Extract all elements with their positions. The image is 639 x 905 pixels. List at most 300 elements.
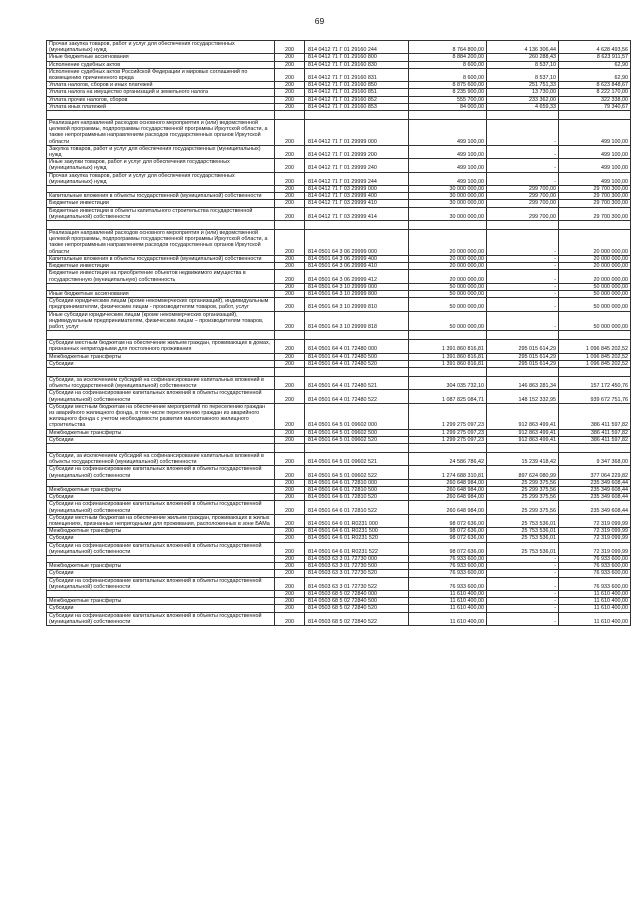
budget-classification-code-cell: 814 0501 64 3 10 29999 818	[305, 311, 409, 331]
table-row	[47, 514, 631, 527]
executed-amount-cell: 295 015 614,29	[487, 340, 559, 353]
expense-name-cell: Межбюджетные трансферты	[47, 528, 275, 535]
budget-classification-code-cell: 814 0412 71 Г 01 29160 851	[305, 89, 409, 96]
unexecuted-amount-cell: 76 933 600,00	[559, 563, 631, 570]
executed-amount-cell: 4 136 306,44	[487, 41, 559, 54]
executed-amount-cell: 25 753 536,01	[487, 528, 559, 535]
table-row	[47, 340, 631, 353]
approved-amount-cell: 50 000 000,00	[409, 283, 487, 290]
line-code-cell: 200	[275, 514, 305, 527]
unexecuted-amount-cell: 11 610 400,00	[559, 605, 631, 612]
line-code-cell: 200	[275, 311, 305, 331]
executed-amount-cell: -	[487, 255, 559, 262]
approved-amount-cell: 1 391 860 816,81	[409, 360, 487, 367]
budget-classification-code-cell: 814 0412 71 Г 03 29999 000	[305, 186, 409, 193]
budget-classification-code-cell: 814 0412 71 Г 01 29160 850	[305, 82, 409, 89]
expense-name-cell: Межбюджетные трансферты	[47, 598, 275, 605]
expense-name-cell: Субсидии местным бюджетам на обеспечение мероприятий по переселению граждан из аварийного жилищного фонда, в том числе переселению граждан из аварийного жилищного фонда с учетом необходимости развития малоэтажного жилищного строительства	[47, 403, 275, 429]
approved-amount-cell: 260 648 984,00	[409, 494, 487, 501]
expense-name-cell: Субсидии на софинансирование капитальных вложений в объекты государственной (муниципальной) собственности	[47, 390, 275, 403]
expense-name-cell: Субсидии на софинансирование капитальных вложений в объекты государственной (муниципальной) собственности	[47, 577, 275, 590]
executed-amount-cell	[487, 111, 559, 120]
budget-classification-code-cell: 814 0501 64 6 01 R0231 500	[305, 528, 409, 535]
line-code-cell: 200	[275, 193, 305, 200]
table-row	[47, 436, 631, 443]
executed-amount-cell: 25 753 536,01	[487, 542, 559, 555]
approved-amount-cell	[409, 367, 487, 376]
line-code-cell: 200	[275, 501, 305, 514]
line-code-cell: 200	[275, 298, 305, 311]
table-row	[47, 82, 631, 89]
approved-amount-cell: 30 000 000,00	[409, 186, 487, 193]
unexecuted-amount-cell: 235 349 608,44	[559, 501, 631, 514]
budget-classification-code-cell: 814 0412 71 Г 03 29999 414	[305, 207, 409, 220]
unexecuted-amount-cell: 235 349 608,44	[559, 494, 631, 501]
approved-amount-cell: 30 000 000,00	[409, 200, 487, 207]
executed-amount-cell: 295 015 614,29	[487, 353, 559, 360]
line-code-cell: 200	[275, 542, 305, 555]
line-code-cell: 200	[275, 452, 305, 465]
expense-name-cell: Межбюджетные трансферты	[47, 353, 275, 360]
expense-name-cell: Субсидии	[47, 360, 275, 367]
executed-amount-cell: 299 700,00	[487, 186, 559, 193]
expense-name-cell: Субсидии на софинансирование капитальных вложений в объекты государственной (муниципальной) собственности	[47, 612, 275, 625]
executed-amount-cell: 233 362,00	[487, 96, 559, 103]
table-row	[47, 466, 631, 479]
line-code-cell: 200	[275, 528, 305, 535]
table-row	[47, 570, 631, 577]
table-row	[47, 193, 631, 200]
expense-name-cell: Капитальные вложения в объекты государственной (муниципальной) собственности	[47, 193, 275, 200]
approved-amount-cell: 30 000 000,00	[409, 207, 487, 220]
approved-amount-cell: 260 648 984,00	[409, 486, 487, 493]
line-code-cell: 200	[275, 360, 305, 367]
table-row	[47, 479, 631, 486]
unexecuted-amount-cell: 322 338,00	[559, 96, 631, 103]
line-code-cell: 200	[275, 283, 305, 290]
approved-amount-cell: 8 235 900,00	[409, 89, 487, 96]
expense-name-cell	[47, 443, 275, 452]
budget-classification-code-cell: 814 0501 64 5 01 09602 000	[305, 403, 409, 429]
line-code-cell: 200	[275, 200, 305, 207]
approved-amount-cell: 1 299 275 097,23	[409, 429, 487, 436]
unexecuted-amount-cell: 939 672 751,76	[559, 390, 631, 403]
line-code-cell: 200	[275, 186, 305, 193]
unexecuted-amount-cell: 4 628 493,56	[559, 41, 631, 54]
table-row	[47, 376, 631, 389]
executed-amount-cell: 912 863 499,41	[487, 436, 559, 443]
approved-amount-cell: 76 933 600,00	[409, 577, 487, 590]
line-code-cell: 200	[275, 376, 305, 389]
expense-name-cell: Субсидии на софинансирование капитальных вложений в объекты государственной (муниципальной) собственности	[47, 501, 275, 514]
unexecuted-amount-cell: 377 064 229,82	[559, 466, 631, 479]
table-row	[47, 270, 631, 283]
budget-classification-code-cell	[305, 443, 409, 452]
executed-amount-cell: 912 863 499,41	[487, 403, 559, 429]
executed-amount-cell: -	[487, 311, 559, 331]
approved-amount-cell: 50 000 000,00	[409, 290, 487, 297]
executed-amount-cell: 251 751,33	[487, 82, 559, 89]
executed-amount-cell: 4 659,33	[487, 103, 559, 110]
executed-amount-cell: 25 299 375,56	[487, 486, 559, 493]
unexecuted-amount-cell: 20 000 000,00	[559, 263, 631, 270]
expense-name-cell: Субсидии, за исключением субсидий на софинансирование капитальных вложений в объекты государственной (муниципальной) собственности	[47, 376, 275, 389]
budget-classification-code-cell: 814 0501 64 4 01 72480 520	[305, 360, 409, 367]
budget-classification-code-cell: 814 0503 63 3 01 72730 520	[305, 570, 409, 577]
approved-amount-cell	[409, 221, 487, 230]
executed-amount-cell: 13 730,00	[487, 89, 559, 96]
approved-amount-cell: 499 100,00	[409, 145, 487, 158]
executed-amount-cell: -	[487, 570, 559, 577]
table-row	[47, 41, 631, 54]
expense-name-cell: Субсидии	[47, 494, 275, 501]
table-row	[47, 120, 631, 146]
table-row	[47, 89, 631, 96]
table-row	[47, 535, 631, 542]
unexecuted-amount-cell: 72 319 099,99	[559, 542, 631, 555]
line-code-cell: 200	[275, 120, 305, 146]
budget-classification-code-cell: 814 0412 71 Г 01 29160 830	[305, 61, 409, 68]
budget-classification-code-cell: 814 0503 63 3 01 72730 000	[305, 556, 409, 563]
table-row	[47, 443, 631, 452]
line-code-cell: 200	[275, 54, 305, 61]
unexecuted-amount-cell	[559, 367, 631, 376]
line-code-cell: 200	[275, 145, 305, 158]
unexecuted-amount-cell: 8 623 848,67	[559, 82, 631, 89]
unexecuted-amount-cell: 8 623 911,57	[559, 54, 631, 61]
approved-amount-cell: 20 000 000,00	[409, 230, 487, 256]
approved-amount-cell: 499 100,00	[409, 120, 487, 146]
line-code-cell: 200	[275, 570, 305, 577]
executed-amount-cell: 260 288,43	[487, 54, 559, 61]
expense-name-cell: Реализация направлений расходов основного мероприятия и (или) ведомственной целевой программы, подпрограммы государственной программы Иркутской области, а также непрограммным направлениям расходов государственных органов Иркутской области	[47, 230, 275, 256]
table-row	[47, 298, 631, 311]
table-row	[47, 542, 631, 555]
executed-amount-cell: 8 537,10	[487, 61, 559, 68]
executed-amount-cell: -	[487, 577, 559, 590]
approved-amount-cell: 11 610 400,00	[409, 598, 487, 605]
approved-amount-cell: 8 884 200,00	[409, 54, 487, 61]
approved-amount-cell: 76 933 600,00	[409, 563, 487, 570]
line-code-cell: 200	[275, 68, 305, 81]
executed-amount-cell: 8 537,10	[487, 68, 559, 81]
table-row	[47, 360, 631, 367]
approved-amount-cell: 50 000 000,00	[409, 298, 487, 311]
unexecuted-amount-cell	[559, 331, 631, 340]
executed-amount-cell	[487, 221, 559, 230]
line-code-cell: 200	[275, 263, 305, 270]
approved-amount-cell: 260 648 984,00	[409, 501, 487, 514]
expense-name-cell: Субсидии	[47, 605, 275, 612]
expense-name-cell: Иные закупки товаров, работ и услуг для обеспечения государственных (муниципальных) нужд	[47, 159, 275, 172]
executed-amount-cell: 912 863 499,41	[487, 429, 559, 436]
unexecuted-amount-cell: 72 319 099,99	[559, 535, 631, 542]
table-row	[47, 605, 631, 612]
executed-amount-cell: -	[487, 591, 559, 598]
line-code-cell: 200	[275, 353, 305, 360]
budget-classification-code-cell: 814 0501 64 3 06 29999 412	[305, 270, 409, 283]
unexecuted-amount-cell: 72 319 099,99	[559, 514, 631, 527]
table-row	[47, 353, 631, 360]
executed-amount-cell: 25 753 536,01	[487, 535, 559, 542]
approved-amount-cell: 1 299 275 097,23	[409, 403, 487, 429]
approved-amount-cell: 98 072 636,00	[409, 542, 487, 555]
line-code-cell: 200	[275, 230, 305, 256]
budget-classification-code-cell: 814 0412 71 Г 01 29160 831	[305, 68, 409, 81]
budget-classification-code-cell: 814 0501 64 3 06 29999 000	[305, 230, 409, 256]
expense-name-cell: Субсидии	[47, 436, 275, 443]
approved-amount-cell: 76 933 600,00	[409, 556, 487, 563]
expense-name-cell: Капитальные вложения в объекты государственной (муниципальной) собственности	[47, 255, 275, 262]
unexecuted-amount-cell: 20 000 000,00	[559, 255, 631, 262]
table-row	[47, 591, 631, 598]
expense-name-cell	[47, 283, 275, 290]
budget-classification-code-cell: 814 0503 68 5 02 72840 000	[305, 591, 409, 598]
executed-amount-cell: -	[487, 598, 559, 605]
budget-classification-code-cell: 814 0501 64 3 10 29999 800	[305, 290, 409, 297]
budget-classification-code-cell: 814 0503 63 3 01 72730 500	[305, 563, 409, 570]
line-code-cell: 200	[275, 159, 305, 172]
expense-name-cell	[47, 331, 275, 340]
approved-amount-cell: 499 100,00	[409, 172, 487, 185]
table-row	[47, 367, 631, 376]
unexecuted-amount-cell: 235 349 608,44	[559, 486, 631, 493]
budget-classification-code-cell: 814 0412 71 Г 03 29999 410	[305, 200, 409, 207]
line-code-cell: 200	[275, 591, 305, 598]
executed-amount-cell: -	[487, 283, 559, 290]
unexecuted-amount-cell: 76 933 600,00	[559, 570, 631, 577]
unexecuted-amount-cell: 11 610 400,00	[559, 598, 631, 605]
approved-amount-cell: 98 072 636,00	[409, 514, 487, 527]
unexecuted-amount-cell: 1 096 845 202,52	[559, 360, 631, 367]
approved-amount-cell: 30 000 000,00	[409, 193, 487, 200]
expense-name-cell: Бюджетные инвестиции	[47, 263, 275, 270]
approved-amount-cell: 8 600,00	[409, 68, 487, 81]
expense-name-cell: Бюджетные инвестиции на приобретение объектов недвижимого имущества в государственную (муниципальную) собственность	[47, 270, 275, 283]
budget-classification-code-cell: 814 0501 64 6 01 R0231 522	[305, 542, 409, 555]
table-row	[47, 96, 631, 103]
executed-amount-cell: -	[487, 230, 559, 256]
line-code-cell	[275, 367, 305, 376]
expense-name-cell	[47, 111, 275, 120]
line-code-cell	[275, 331, 305, 340]
unexecuted-amount-cell: 50 000 000,00	[559, 290, 631, 297]
budget-classification-code-cell: 814 0412 71 Г 01 29999 240	[305, 159, 409, 172]
approved-amount-cell	[409, 331, 487, 340]
approved-amount-cell: 1 299 275 097,23	[409, 436, 487, 443]
executed-amount-cell: 897 624 080,99	[487, 466, 559, 479]
executed-amount-cell: -	[487, 556, 559, 563]
line-code-cell: 200	[275, 612, 305, 625]
approved-amount-cell: 84 000,00	[409, 103, 487, 110]
unexecuted-amount-cell: 499 100,00	[559, 120, 631, 146]
unexecuted-amount-cell: 157 172 450,76	[559, 376, 631, 389]
executed-amount-cell	[487, 367, 559, 376]
unexecuted-amount-cell: 1 096 845 202,52	[559, 340, 631, 353]
budget-classification-code-cell	[305, 367, 409, 376]
approved-amount-cell: 1 087 825 084,71	[409, 390, 487, 403]
budget-classification-code-cell: 814 0503 68 5 02 72840 500	[305, 598, 409, 605]
executed-amount-cell: -	[487, 290, 559, 297]
approved-amount-cell: 8 764 800,00	[409, 41, 487, 54]
budget-classification-code-cell: 814 0501 64 3 06 29999 400	[305, 255, 409, 262]
budget-execution-table	[46, 40, 631, 626]
budget-classification-code-cell: 814 0501 64 6 01 72810 500	[305, 486, 409, 493]
unexecuted-amount-cell: 9 347 368,00	[559, 452, 631, 465]
approved-amount-cell: 8 875 600,00	[409, 82, 487, 89]
expense-name-cell: Уплата налога на имущество организаций и земельного налога	[47, 89, 275, 96]
line-code-cell: 200	[275, 172, 305, 185]
approved-amount-cell: 304 035 732,10	[409, 376, 487, 389]
unexecuted-amount-cell: 29 700 300,00	[559, 207, 631, 220]
table-row	[47, 186, 631, 193]
approved-amount-cell: 76 933 600,00	[409, 570, 487, 577]
budget-classification-code-cell: 814 0501 64 5 01 09602 500	[305, 429, 409, 436]
approved-amount-cell: 8 600,00	[409, 61, 487, 68]
unexecuted-amount-cell: 11 610 400,00	[559, 612, 631, 625]
budget-classification-code-cell: 814 0501 64 3 10 29999 810	[305, 298, 409, 311]
table-row	[47, 200, 631, 207]
approved-amount-cell: 1 274 688 310,81	[409, 466, 487, 479]
unexecuted-amount-cell	[559, 111, 631, 120]
line-code-cell	[275, 111, 305, 120]
budget-classification-code-cell	[305, 111, 409, 120]
line-code-cell: 200	[275, 494, 305, 501]
table-row	[47, 429, 631, 436]
unexecuted-amount-cell: 29 700 300,00	[559, 200, 631, 207]
expense-name-cell: Межбюджетные трансферты	[47, 486, 275, 493]
table-row	[47, 501, 631, 514]
table-row	[47, 331, 631, 340]
unexecuted-amount-cell: 76 933 600,00	[559, 556, 631, 563]
unexecuted-amount-cell: 20 000 000,00	[559, 270, 631, 283]
executed-amount-cell	[487, 331, 559, 340]
budget-classification-code-cell	[305, 221, 409, 230]
budget-classification-code-cell: 814 0501 64 3 10 29999 000	[305, 283, 409, 290]
table-row	[47, 103, 631, 110]
table-row	[47, 452, 631, 465]
executed-amount-cell: 148 152 332,95	[487, 390, 559, 403]
table-body	[47, 41, 631, 626]
unexecuted-amount-cell: 29 700 300,00	[559, 193, 631, 200]
budget-classification-code-cell: 814 0412 71 Г 01 29999 244	[305, 172, 409, 185]
budget-classification-code-cell: 814 0412 71 Г 01 29160 853	[305, 103, 409, 110]
executed-amount-cell: 146 863 281,34	[487, 376, 559, 389]
executed-amount-cell: 299 700,00	[487, 207, 559, 220]
expense-name-cell: Субсидии, за исключением субсидий на софинансирование капитальных вложений в объекты государственной (муниципальной) собственности	[47, 452, 275, 465]
budget-classification-code-cell: 814 0501 64 6 01 72810 522	[305, 501, 409, 514]
executed-amount-cell: 15 239 418,42	[487, 452, 559, 465]
table-row	[47, 172, 631, 185]
table-row	[47, 283, 631, 290]
line-code-cell: 200	[275, 207, 305, 220]
line-code-cell: 200	[275, 563, 305, 570]
expense-name-cell: Субсидии	[47, 535, 275, 542]
executed-amount-cell: -	[487, 159, 559, 172]
approved-amount-cell: 20 000 000,00	[409, 255, 487, 262]
budget-classification-code-cell: 814 0501 64 5 01 09602 522	[305, 466, 409, 479]
line-code-cell: 200	[275, 556, 305, 563]
expense-name-cell: Прочая закупка товаров, работ и услуг для обеспечения государственных (муниципальных) нужд	[47, 172, 275, 185]
table-row	[47, 494, 631, 501]
table-row	[47, 221, 631, 230]
table-row	[47, 230, 631, 256]
expense-name-cell: Закупка товаров, работ и услуг для обеспечения государственных (муниципальных) нужд	[47, 145, 275, 158]
budget-classification-code-cell: 814 0412 71 Г 01 29160 244	[305, 41, 409, 54]
line-code-cell: 200	[275, 82, 305, 89]
budget-classification-code-cell: 814 0501 64 6 01 72810 000	[305, 479, 409, 486]
expense-name-cell: Уплата иных платежей	[47, 103, 275, 110]
expense-name-cell: Исполнение судебных актов	[47, 61, 275, 68]
expense-name-cell: Прочая закупка товаров, работ и услуг для обеспечения государственных (муниципальных) нужд	[47, 41, 275, 54]
executed-amount-cell: -	[487, 612, 559, 625]
approved-amount-cell: 11 610 400,00	[409, 591, 487, 598]
expense-name-cell: Субсидии местным бюджетам на обеспечение жильем граждан, проживающих в жилых помещениях, признанных непригодными для проживания, расположенных в зоне БАМа	[47, 514, 275, 527]
expense-name-cell	[47, 479, 275, 486]
line-code-cell: 200	[275, 41, 305, 54]
expense-name-cell	[47, 186, 275, 193]
executed-amount-cell: -	[487, 270, 559, 283]
table-row	[47, 207, 631, 220]
expense-name-cell: Межбюджетные трансферты	[47, 563, 275, 570]
budget-classification-code-cell: 814 0503 68 5 02 72840 522	[305, 612, 409, 625]
line-code-cell: 200	[275, 535, 305, 542]
approved-amount-cell	[409, 443, 487, 452]
approved-amount-cell: 50 000 000,00	[409, 311, 487, 331]
expense-name-cell: Бюджетные инвестиции в объекты капитального строительства государственной (муниципальной) собственности	[47, 207, 275, 220]
unexecuted-amount-cell: 29 700 300,00	[559, 186, 631, 193]
budget-classification-code-cell: 814 0501 64 4 01 72480 500	[305, 353, 409, 360]
unexecuted-amount-cell: 20 000 000,00	[559, 230, 631, 256]
executed-amount-cell: -	[487, 172, 559, 185]
unexecuted-amount-cell: 50 000 000,00	[559, 298, 631, 311]
table-row	[47, 263, 631, 270]
executed-amount-cell	[487, 443, 559, 452]
expense-name-cell: Субсидии местным бюджетам на обеспечение жильем граждан, проживающих в домах, признанных непригодными для постоянного проживания	[47, 340, 275, 353]
budget-classification-code-cell	[305, 331, 409, 340]
table-row	[47, 311, 631, 331]
unexecuted-amount-cell: 62,90	[559, 68, 631, 81]
line-code-cell: 200	[275, 255, 305, 262]
table-row	[47, 290, 631, 297]
budget-classification-code-cell: 814 0501 64 4 01 72480 000	[305, 340, 409, 353]
approved-amount-cell: 1 391 860 816,81	[409, 340, 487, 353]
expense-name-cell: Иные бюджетные ассигнования	[47, 290, 275, 297]
approved-amount-cell: 260 648 984,00	[409, 479, 487, 486]
executed-amount-cell: 25 299 375,56	[487, 494, 559, 501]
unexecuted-amount-cell: 1 096 845 202,52	[559, 353, 631, 360]
approved-amount-cell: 11 610 400,00	[409, 612, 487, 625]
expense-name-cell: Уплата прочих налогов, сборов	[47, 96, 275, 103]
line-code-cell: 200	[275, 436, 305, 443]
line-code-cell: 200	[275, 96, 305, 103]
table-row	[47, 556, 631, 563]
unexecuted-amount-cell	[559, 443, 631, 452]
page-number: 69	[314, 16, 325, 26]
executed-amount-cell: 25 299 375,56	[487, 479, 559, 486]
executed-amount-cell: -	[487, 298, 559, 311]
approved-amount-cell: 1 391 860 816,81	[409, 353, 487, 360]
line-code-cell: 200	[275, 61, 305, 68]
expense-name-cell: Иные бюджетные ассигнования	[47, 54, 275, 61]
approved-amount-cell	[409, 111, 487, 120]
budget-classification-code-cell: 814 0503 68 5 02 72840 520	[305, 605, 409, 612]
table-row	[47, 403, 631, 429]
table-row	[47, 255, 631, 262]
line-code-cell: 200	[275, 466, 305, 479]
unexecuted-amount-cell: 79 340,67	[559, 103, 631, 110]
budget-classification-code-cell: 814 0412 71 Г 01 29160 800	[305, 54, 409, 61]
